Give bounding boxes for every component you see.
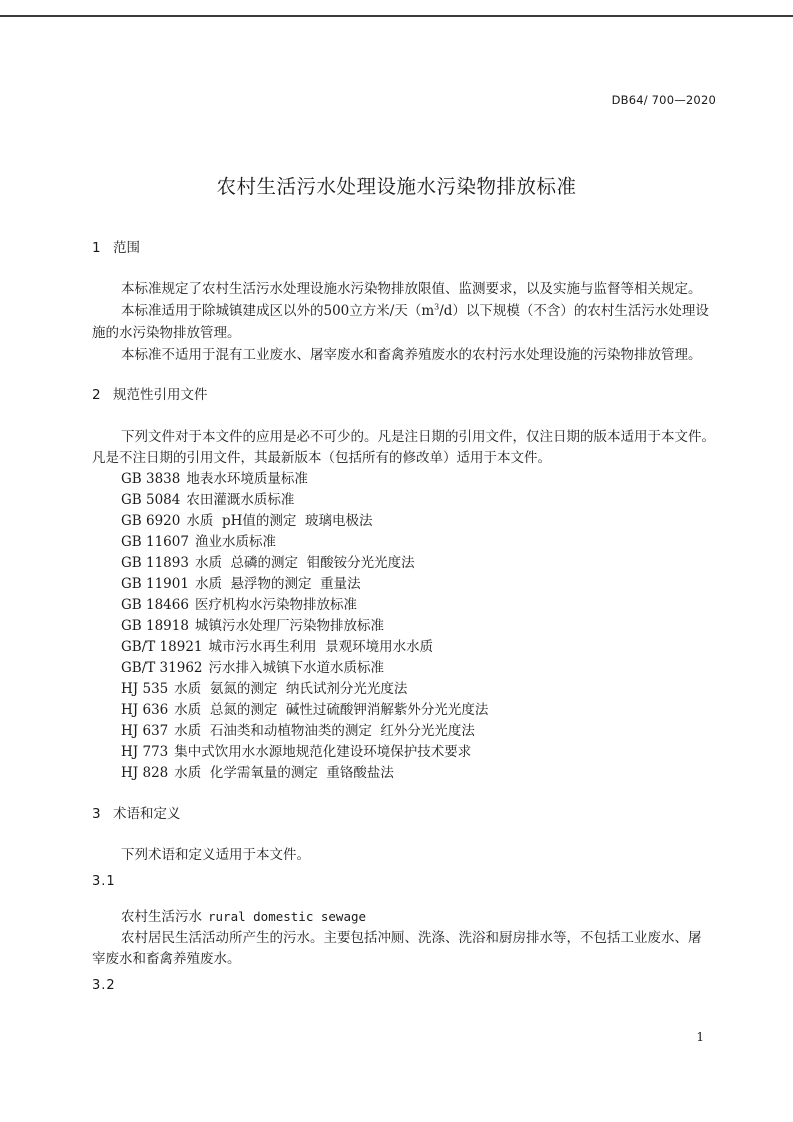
- section-number: 1: [92, 240, 101, 256]
- paragraph: 下列文件对于本文件的应用是必不可少的。凡是注日期的引用文件，仅注日期的版本适用于本文件。: [121, 429, 715, 445]
- clause-number: 3.2: [92, 978, 116, 993]
- reference-title: 农田灌溉水质标准: [186, 492, 295, 508]
- reference-code: GB/T 18921: [121, 639, 203, 655]
- reference-code: HJ 637: [121, 723, 169, 739]
- section-2-heading: [92, 383, 208, 403]
- paragraph-continuation: 凡是不注日期的引用文件，其最新版本（包括所有的修改单）适用于本文件。: [92, 450, 551, 466]
- paragraph: 本标准规定了农村生活污水处理设施水污染物排放限值、监测要求，以及实施与监督等相关规定。: [121, 281, 702, 297]
- reference-item: [121, 509, 372, 529]
- reference-title: 水质 化学需氧量的测定 重铬酸盐法: [174, 765, 394, 781]
- term-chinese: 农村生活污水: [121, 909, 202, 925]
- section-title: 规范性引用文件: [113, 387, 208, 403]
- clause-number: 3.1: [92, 874, 116, 889]
- reference-title: 集中式饮用水水源地规范化建设环境保护技术要求: [174, 744, 472, 760]
- reference-code: GB 5084: [121, 492, 181, 508]
- reference-title: 污水排入城镇下水道水质标准: [208, 660, 384, 676]
- reference-code: GB/T 31962: [121, 660, 203, 676]
- section-title: 范围: [113, 240, 140, 256]
- section-number: 3: [92, 806, 101, 822]
- reference-item: [121, 719, 475, 739]
- reference-item: [121, 740, 471, 760]
- reference-title: 渔业水质标准: [194, 534, 276, 550]
- reference-title: 地表水环境质量标准: [186, 471, 308, 487]
- reference-item: [121, 656, 384, 676]
- paragraph-continuation: 施的水污染物排放管理。: [92, 325, 241, 341]
- section-title: 术语和定义: [113, 806, 181, 822]
- page-number: 1: [696, 1030, 704, 1044]
- reference-item: [121, 530, 276, 550]
- section-number: 2: [92, 387, 101, 403]
- reference-code: HJ 828: [121, 765, 169, 781]
- reference-item: [121, 698, 488, 718]
- reference-title: 城市污水再生利用 景观环境用水水质: [208, 639, 434, 655]
- reference-code: GB 11607: [121, 534, 189, 550]
- reference-code: HJ 773: [121, 744, 169, 760]
- reference-item: [121, 488, 294, 508]
- reference-item: [121, 593, 357, 613]
- term-english: rural domestic sewage: [208, 909, 367, 924]
- reference-code: GB 6920: [121, 513, 181, 529]
- term-entry: [121, 905, 366, 925]
- reference-title: 水质 氨氮的测定 纳氏试剂分光光度法: [174, 681, 408, 697]
- reference-item: [121, 761, 394, 781]
- paragraph: 本标准适用于除城镇建成区以外的500立方米/天$(m^3/d)$以下规模（不含）的农村生活污水处理设: [121, 302, 709, 319]
- reference-item: [121, 635, 433, 655]
- reference-title: 医疗机构水污染物排放标准: [194, 597, 357, 613]
- reference-item: [121, 467, 308, 487]
- reference-code: GB 18918: [121, 618, 189, 634]
- top-rule: [0, 15, 793, 17]
- reference-code: GB 11893: [121, 555, 189, 571]
- reference-title: 水质 悬浮物的测定 重量法: [194, 576, 361, 592]
- reference-code: GB 11901: [121, 576, 189, 592]
- reference-title: 水质 总氮的测定 碱性过硫酸钾消解紫外分光光度法: [174, 702, 489, 718]
- reference-item: [121, 572, 361, 592]
- section-1-heading: [92, 236, 140, 256]
- reference-code: HJ 636: [121, 702, 169, 718]
- reference-title: 水质 总磷的测定 钼酸铵分光光度法: [194, 555, 415, 571]
- reference-item: [121, 614, 384, 634]
- reference-code: GB 3838: [121, 471, 181, 487]
- reference-code: GB 18466: [121, 597, 189, 613]
- standard-code: DB64/ 700—2020: [611, 93, 716, 107]
- definition: 农村居民生活活动所产生的污水。主要包括冲厕、洗涤、洗浴和厨房排水等，不包括工业废水、屠: [121, 930, 702, 946]
- paragraph: 下列术语和定义适用于本文件。: [121, 847, 310, 863]
- document-title: 农村生活污水处理设施水污染物排放标准: [216, 175, 577, 198]
- reference-title: 水质 石油类和动植物油类的测定 红外分光光度法: [174, 723, 475, 739]
- definition-continuation: 宰废水和畜禽养殖废水。: [92, 951, 241, 967]
- reference-item: [121, 551, 415, 571]
- paragraph: 本标准不适用于混有工业废水、屠宰废水和畜禽养殖废水的农村污水处理设施的污染物排放管理。: [121, 347, 702, 363]
- reference-title: 水质 pH值的测定 玻璃电极法: [186, 513, 373, 529]
- reference-code: HJ 535: [121, 681, 169, 697]
- reference-title: 城镇污水处理厂污染物排放标准: [194, 618, 384, 634]
- section-3-heading: [92, 802, 181, 822]
- reference-item: [121, 677, 407, 697]
